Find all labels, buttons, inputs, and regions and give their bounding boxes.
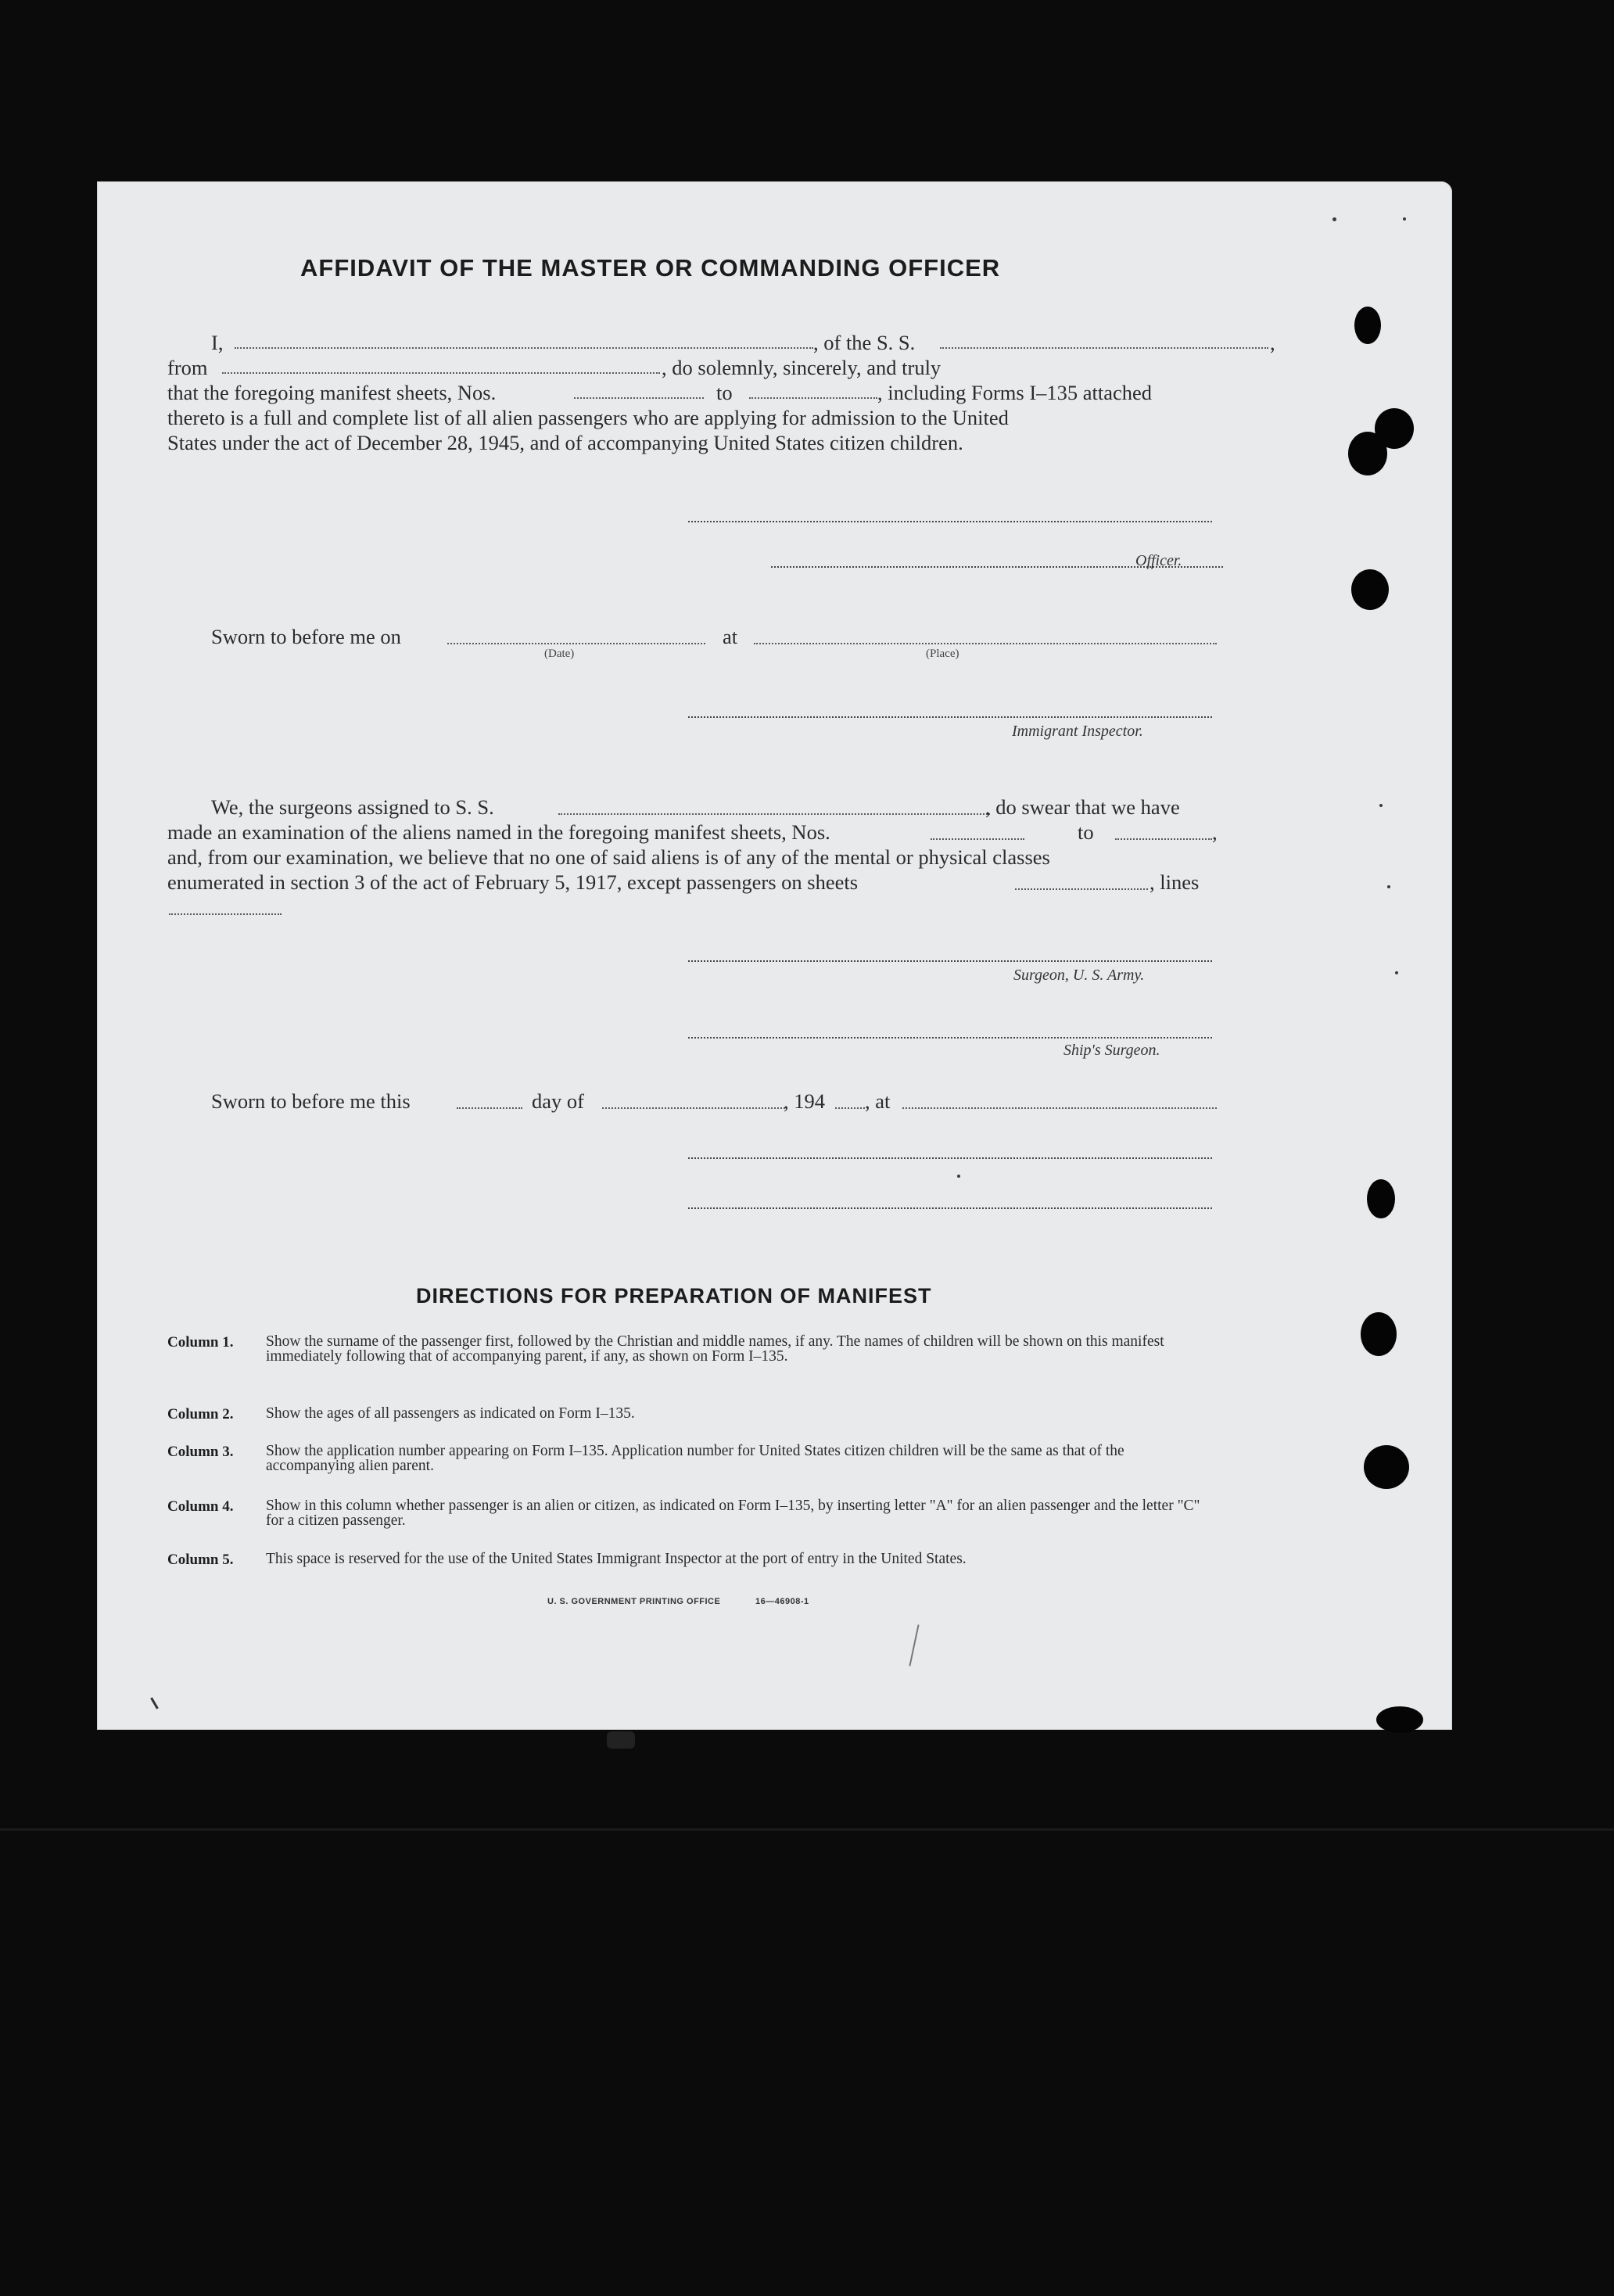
form-number: 16—46908-1 xyxy=(755,1597,809,1606)
blank-name xyxy=(235,347,813,349)
surgeons-line4-end: , lines xyxy=(1150,870,1200,894)
signature-line-inspector xyxy=(688,716,1212,718)
speck xyxy=(1387,885,1390,888)
affidavit-line5: States under the act of December 28, 1945, and of accompanying United States citizen children. xyxy=(167,431,963,454)
blank-port-from xyxy=(222,372,660,374)
pencil-mark xyxy=(150,1697,159,1709)
column4-text: Show in this column whether passenger is an alien or citizen, as indicated on Form I–135, by inserting letter "A" for an alien passenger and the letter "C" for a citizen passenger. xyxy=(266,1498,1200,1529)
affidavit-title: AFFIDAVIT OF THE MASTER OR COMMANDING OFFICER xyxy=(300,254,1001,282)
scan-artifact xyxy=(0,1828,1614,1831)
signature-line-master xyxy=(688,521,1212,522)
surgeons-line2-end: , xyxy=(1212,820,1218,844)
surgeons-line4-start: enumerated in section 3 of the act of February 5, 1917, except passengers on sheets xyxy=(167,870,859,894)
column4-label: Column 4. xyxy=(167,1498,234,1515)
surgeons-line2-to: to xyxy=(1078,820,1094,844)
column1-text: Show the surname of the passenger first, followed by the Christian and middle names, if any. The names of children will be shown on this manifest immediately following that of accompanying parent, if any, as shown on Form I–135. xyxy=(266,1333,1164,1365)
blank-except-sheets xyxy=(1015,888,1148,890)
signature-line-army-surgeon xyxy=(688,960,1212,962)
column3-text: Show the application number appearing on Form I–135. Application number for United States citizen children will be the same as that of the accompanying alien parent. xyxy=(266,1443,1124,1474)
inspector-label: Immigrant Inspector. xyxy=(1012,723,1143,740)
blank-sheets-from xyxy=(574,397,704,399)
punch-hole xyxy=(1364,1445,1409,1489)
punch-hole xyxy=(1354,307,1381,344)
signature-line-sworn2-a xyxy=(688,1157,1212,1159)
blank-sworn2-day xyxy=(457,1107,522,1109)
army-surgeon-label: Surgeon, U. S. Army. xyxy=(1013,967,1145,984)
column5-label: Column 5. xyxy=(167,1552,234,1568)
affidavit-line3-end: , including Forms I–135 attached xyxy=(877,381,1153,404)
affidavit-line3-start: that the foregoing manifest sheets, Nos. xyxy=(167,381,497,404)
blank-except-lines xyxy=(169,913,282,915)
signature-line-ship-surgeon xyxy=(688,1037,1212,1039)
signature-line-sworn2-b xyxy=(688,1207,1212,1209)
blank-sworn2-month xyxy=(602,1107,785,1109)
officer-label: Officer. xyxy=(1135,552,1182,569)
sworn1-at: at xyxy=(723,625,738,648)
blank-sworn2-place xyxy=(902,1107,1217,1109)
pencil-mark xyxy=(909,1624,919,1666)
speck xyxy=(1403,217,1406,221)
affidavit-line1-i: I, xyxy=(211,331,224,354)
sworn2-at: , at xyxy=(865,1089,891,1113)
sworn1-start: Sworn to before me on xyxy=(211,625,401,648)
blank-surgeon-sheets-from xyxy=(931,838,1024,840)
surgeons-line2-start: made an examination of the aliens named in the foregoing manifest sheets, Nos. xyxy=(167,820,830,844)
sworn2-year: , 194 xyxy=(784,1089,825,1113)
date-caption: (Date) xyxy=(544,648,575,660)
blank-sworn2-year xyxy=(835,1107,865,1109)
blank-sworn-place xyxy=(754,643,1217,644)
manifest-form-page xyxy=(97,181,1452,1730)
blank-sheets-to xyxy=(749,397,877,399)
affidavit-line3-to: to xyxy=(716,381,733,404)
ship-surgeon-label: Ship's Surgeon. xyxy=(1063,1042,1160,1059)
surgeons-line3: and, from our examination, we believe that no one of said aliens is of any of the mental or physical classes xyxy=(167,845,1050,869)
printing-office-note: U. S. GOVERNMENT PRINTING OFFICE xyxy=(547,1597,721,1606)
sworn2-day: day of xyxy=(532,1089,584,1113)
blank-sworn-date xyxy=(447,643,705,644)
speck xyxy=(957,1175,960,1178)
directions-title: DIRECTIONS FOR PREPARATION OF MANIFEST xyxy=(416,1284,932,1308)
speck xyxy=(1395,971,1398,974)
column2-text: Show the ages of all passengers as indicated on Form I–135. xyxy=(266,1405,635,1422)
speck xyxy=(1379,804,1383,807)
place-caption: (Place) xyxy=(926,648,959,660)
blank-ship-name xyxy=(940,347,1268,349)
sworn2-start: Sworn to before me this xyxy=(211,1089,411,1113)
column5-text: This space is reserved for the use of the United States Immigrant Inspector at the port of entry in the United States. xyxy=(266,1551,967,1567)
surgeons-line1-end: , do swear that we have xyxy=(985,795,1180,819)
column2-label: Column 2. xyxy=(167,1406,234,1422)
speck xyxy=(1332,217,1336,221)
punch-hole xyxy=(1351,569,1389,610)
affidavit-line2-solemnly: , do solemnly, sincerely, and truly xyxy=(662,356,941,379)
column3-label: Column 3. xyxy=(167,1444,234,1460)
punch-hole xyxy=(1367,1179,1395,1218)
surgeons-line1-start: We, the surgeons assigned to S. S. xyxy=(211,795,494,819)
scan-artifact xyxy=(607,1731,635,1749)
affidavit-line1-end: , xyxy=(1270,331,1275,354)
blank-surgeon-ship xyxy=(558,813,990,815)
affidavit-line1-of: , of the S. S. xyxy=(813,331,916,354)
punch-hole xyxy=(1376,1706,1423,1733)
affidavit-line2-from: from xyxy=(167,356,208,379)
column1-label: Column 1. xyxy=(167,1334,234,1351)
affidavit-line4: thereto is a full and complete list of all alien passengers who are applying for admission to the United xyxy=(167,406,1009,429)
punch-hole xyxy=(1361,1312,1397,1356)
blank-surgeon-sheets-to xyxy=(1115,838,1212,840)
punch-hole xyxy=(1348,432,1387,475)
